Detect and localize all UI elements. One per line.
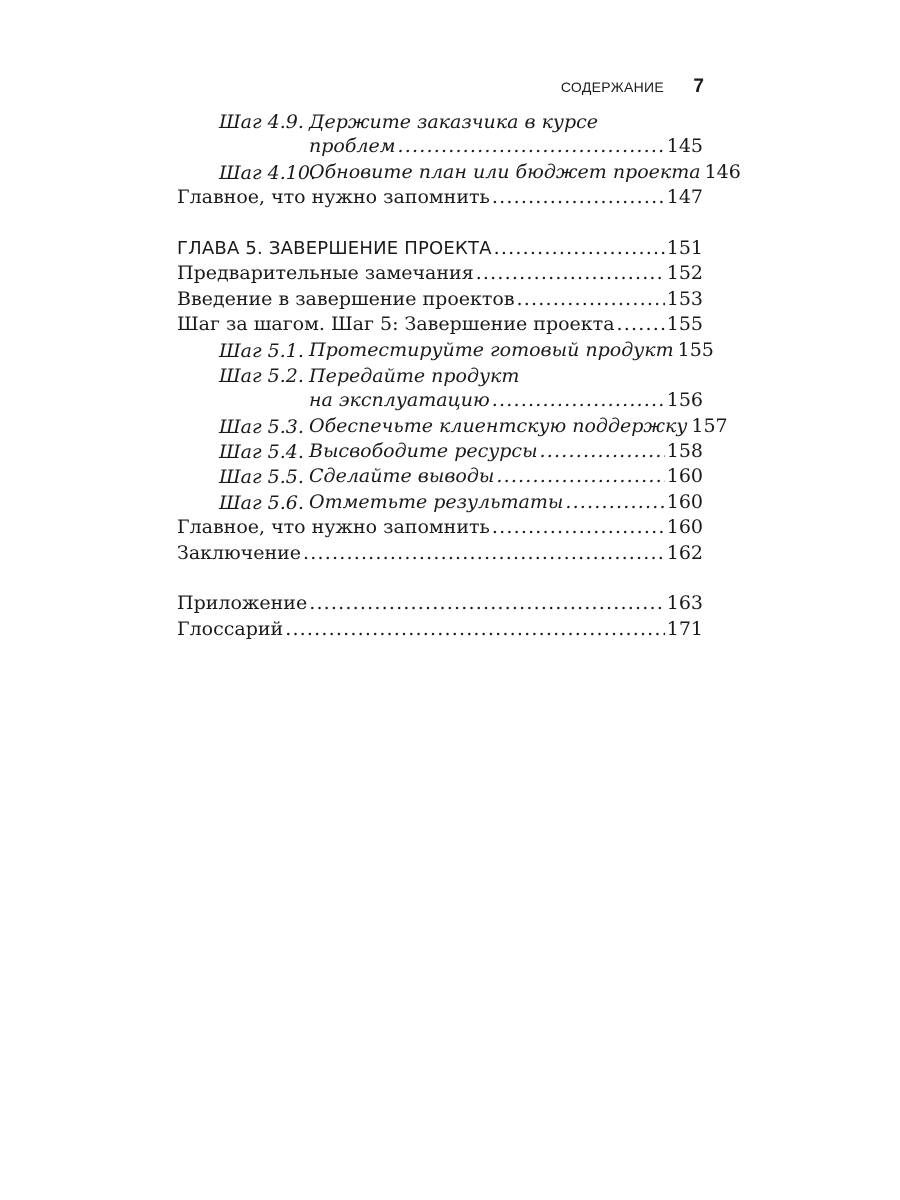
entry-title: Высвободите ресурсы (309, 440, 538, 463)
entry-page: 158 (666, 440, 703, 463)
entry-page: 160 (666, 465, 703, 488)
entry-page: 155 (677, 338, 714, 361)
entry-page: 146 (704, 160, 741, 183)
dot-leader (494, 237, 665, 259)
dot-leader (517, 288, 665, 310)
section-gap (177, 567, 703, 592)
step-number: Шаг 4.9. (219, 111, 304, 133)
section-gap (177, 212, 703, 237)
dot-leader (398, 135, 665, 157)
dot-leader (285, 618, 665, 640)
entry-page: 160 (666, 516, 703, 539)
step-number: Шаг 5.4. (219, 441, 304, 464)
toc-entry-glossary[interactable] (177, 618, 703, 643)
toc-entry-step-5-3[interactable] (177, 414, 728, 440)
entry-page: 145 (666, 135, 703, 158)
toc-entry-step-5-2[interactable] (177, 364, 703, 415)
toc-entry-chapter-5[interactable] (177, 237, 703, 262)
toc-entry-step-4-9[interactable] (177, 110, 703, 161)
entry-page: 160 (666, 490, 703, 513)
entry-title: Обновите план или бюджет проекта (309, 160, 701, 183)
step-number: Шаг 5.6. (219, 491, 304, 514)
dot-leader (303, 542, 665, 564)
dot-leader (309, 592, 665, 614)
toc-entry-step-4-10[interactable] (177, 160, 741, 186)
entry-title: Главное, что нужно запомнить (177, 186, 490, 209)
toc-entry-intro[interactable] (177, 288, 703, 313)
entry-title: Глоссарий (177, 617, 284, 640)
dot-leader (492, 186, 665, 208)
entry-title: Отметьте результаты (309, 490, 564, 513)
entry-title: Предварительные замечания (177, 262, 474, 285)
entry-title: Держите заказчика в курсе (309, 111, 598, 133)
entry-page: 163 (666, 592, 703, 615)
running-header (470, 76, 704, 100)
entry-title: Заключение (177, 541, 302, 564)
toc-entry-summary-4[interactable] (177, 186, 703, 211)
toc-entry-conclusion[interactable] (177, 542, 703, 567)
entry-page: 157 (691, 414, 728, 437)
toc-entry-step-by-step[interactable] (177, 313, 703, 338)
page-number: 7 (693, 76, 704, 97)
chapter-title: ГЛАВА 5. ЗАВЕРШЕНИЕ ПРОЕКТА (177, 237, 492, 259)
dot-leader (565, 491, 664, 513)
entry-page: 151 (666, 236, 703, 259)
toc-entry-appendix[interactable] (177, 592, 703, 617)
running-header-title: СОДЕРЖАНИЕ (560, 79, 664, 95)
entry-page: 156 (666, 389, 703, 412)
step-number: Шаг 4.10. (219, 161, 316, 184)
toc-entry-step-5-5[interactable] (177, 465, 703, 490)
entry-title: Приложение (177, 592, 308, 615)
entry-page: 147 (666, 186, 703, 209)
entry-page: 171 (666, 617, 703, 640)
entry-page: 152 (666, 262, 703, 285)
entry-title-continued: проблем (309, 135, 396, 158)
entry-title-continued: на эксплуатацию (309, 389, 490, 412)
entry-page: 155 (666, 313, 703, 336)
table-of-contents (177, 110, 741, 643)
dot-leader (492, 389, 665, 411)
entry-title: Сделайте выводы (309, 465, 495, 488)
entry-title: Введение в завершение проектов (177, 287, 515, 310)
toc-entry-summary-5[interactable] (177, 516, 703, 541)
entry-title: Главное, что нужно запомнить (177, 516, 490, 539)
step-number: Шаг 5.1. (219, 339, 304, 362)
entry-title: Протестируйте готовый продукт (309, 338, 674, 361)
entry-title: Обеспечьте клиентскую поддержку (309, 414, 688, 437)
toc-entry-prelim[interactable] (177, 262, 703, 287)
step-number: Шаг 5.5. (219, 466, 304, 489)
dot-leader (496, 465, 664, 487)
dot-leader (492, 516, 665, 538)
toc-entry-step-5-1[interactable] (177, 338, 714, 364)
dot-leader (540, 440, 665, 462)
entry-page: 153 (666, 287, 703, 310)
dot-leader (617, 313, 665, 335)
entry-page: 162 (666, 541, 703, 564)
entry-title: Шаг за шагом. Шаг 5: Завершение проекта (177, 313, 615, 336)
entry-title: Передайте продукт (309, 364, 520, 387)
toc-entry-step-5-6[interactable] (177, 491, 703, 516)
dot-leader (476, 262, 665, 284)
step-number: Шаг 5.3. (219, 415, 304, 438)
step-number: Шаг 5.2. (219, 364, 304, 387)
toc-entry-step-5-4[interactable] (177, 440, 703, 465)
